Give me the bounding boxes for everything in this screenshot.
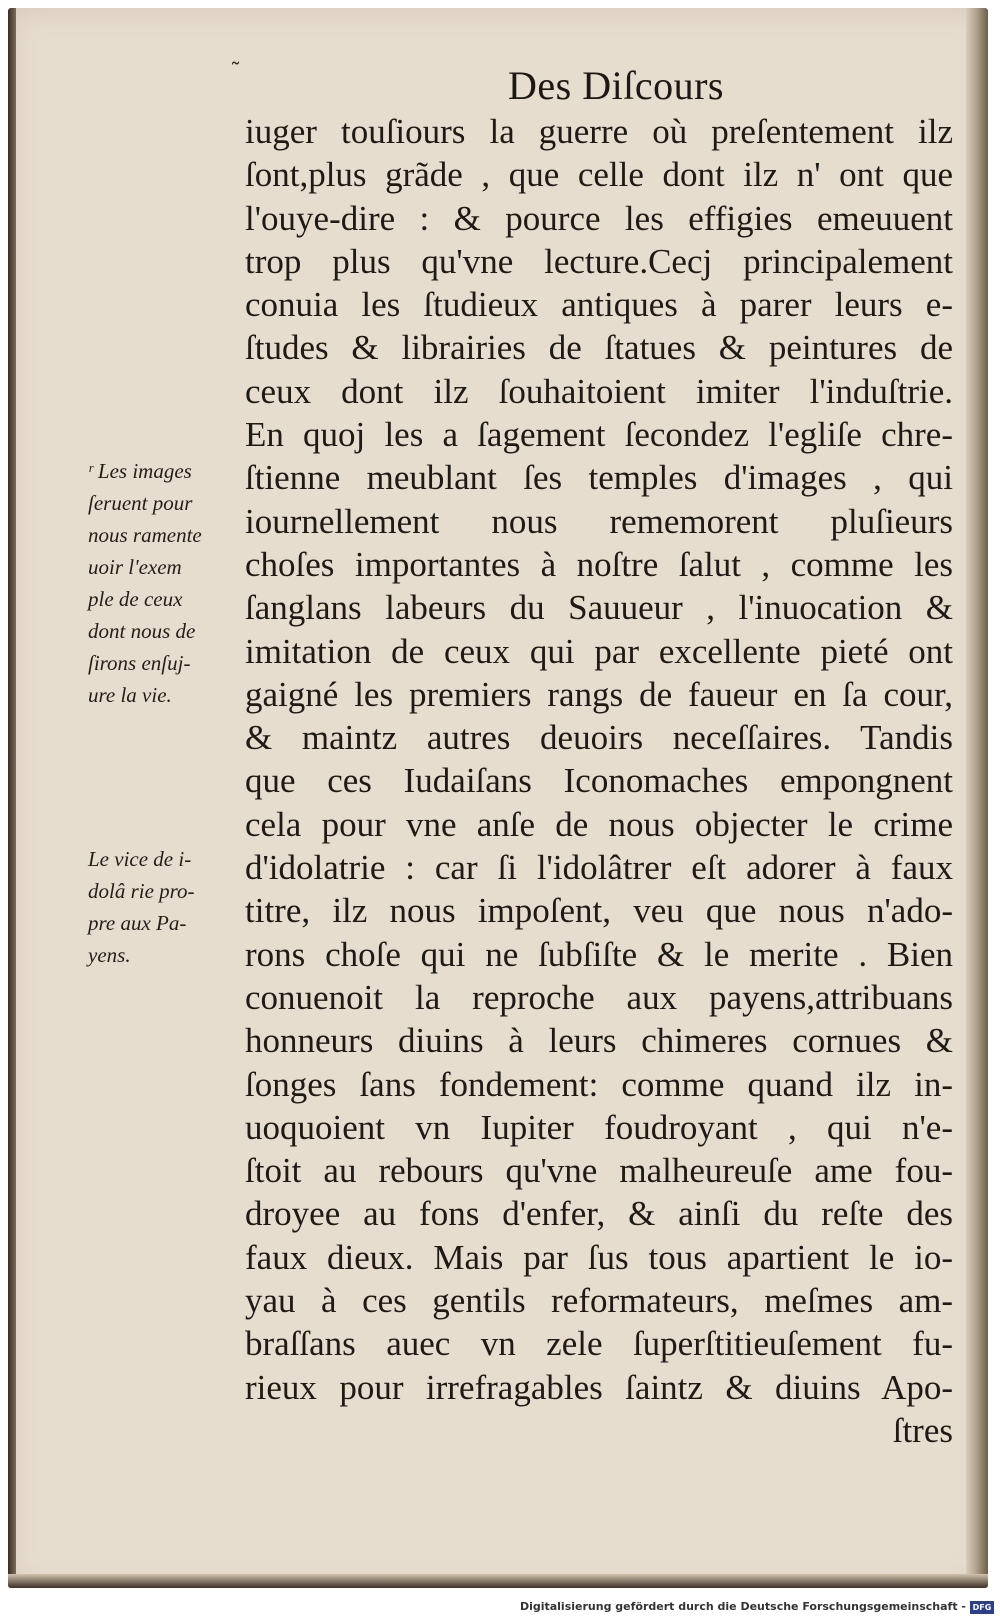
text-line: ſtoit au rebours qu'vne malheureuſe ame fou- [245,1151,953,1191]
text-line: choſes importantes à noſtre ſalut , comme les [245,544,953,584]
text-line: gaigné les premiers rangs de faueur en ſa cour, [245,674,953,714]
text-line: ſtres [892,1410,953,1450]
margin-note-line: ʳ Les images [88,459,192,483]
text-line: imitation de ceux qui par excellente pieté ont [245,631,953,671]
page-right-edge [966,8,988,1588]
margin-note-line: dont nous de [88,619,196,643]
page-left-edge [8,8,16,1588]
text-line: iournellement nous rememorent pluſieurs [245,501,953,541]
margin-note-line: ſeruent pour [88,491,193,515]
body-text [245,110,953,1452]
margin-note-line: pre aux Pa- [88,911,187,935]
margin-note-images [88,455,238,711]
text-line: ſanglans labeurs du Sauueur , l'inuocation & [245,588,953,628]
text-line: ſtudes & librairies de ſtatues & peintures de [245,328,953,368]
margin-note-line: ple de ceux [88,587,183,611]
margin-note-line: nous ramente [88,523,202,547]
dfg-logo: DFG [970,1601,994,1614]
text-line: faux dieux. Mais par ſus tous apartient le io- [245,1237,953,1277]
text-line: ſont,plus grãde , que celle dont ilz n' ont que [245,155,953,195]
text-line: cela pour vne anſe de nous objecter le crime [245,804,953,844]
text-line: rons choſe qui ne ſubſiſte & le merite . Bien [245,934,953,974]
text-line: l'ouye-dire : & pource les effigies emeuuent [245,198,953,238]
margin-note-line: ure la vie. [88,683,172,707]
text-line: titre, ilz nous impoſent, veu que nous n'ado- [245,891,953,931]
text-line: En quoj les a ſagement ſecondez l'egliſe chre- [245,415,953,455]
corner-mark: ˜ [230,60,241,85]
margin-note-line: Le vice de i- [88,847,192,871]
book-page [8,8,988,1588]
text-line: ſtienne meublant ſes temples d'images , qui [245,458,953,498]
text-line: honneurs diuins à leurs chimeres cornues & [245,1021,953,1061]
text-line: rieux pour irrefragables ſaintz & diuins Apo- [245,1367,953,1407]
text-line: trop plus qu'vne lecture.Cecj principalement [245,241,953,281]
footer-bar [0,1593,1000,1619]
margin-note-line: uoir l'exem [88,555,182,579]
page-bottom-edge [8,1574,988,1588]
text-line: ſonges ſans fondement: comme quand ilz in- [245,1064,953,1104]
margin-note-vice [88,843,238,971]
text-line: iuger touſiours la guerre où preſentement ilz [245,112,953,151]
text-line: conuia les ſtudieux antiques à parer leurs e- [245,285,953,325]
text-line: uoquoient vn Iupiter foudroyant , qui n'e- [245,1107,953,1147]
text-line: que ces Iudaiſans Iconomaches empongnent [245,761,953,801]
text-line: conuenoit la reproche aux payens,attribuans [245,977,953,1017]
margin-note-line: dolâ rie pro- [88,879,195,903]
running-head: Des Diſcours [508,63,724,108]
text-line: droyee au fons d'enfer, & ainſi du reſte des [245,1194,953,1234]
text-line: d'idolatrie : car ſi l'idolâtrer eſt adorer à faux [245,848,953,888]
text-line: yau à ces gentils reformateurs, meſmes am- [245,1281,953,1321]
text-line: & maintz autres deuoirs neceſſaires. Tandis [245,718,953,758]
text-line: braſſans auec vn zele ſuperſtitieuſement fu- [245,1324,953,1364]
funding-credit: Digitalisierung gefördert durch die Deutsche Forschungsgemeinschaft - [519,1600,966,1613]
margin-note-line: ſirons enſuj- [88,651,191,675]
text-line: ceux dont ilz ſouhaitoient imiter l'induſtrie. [245,371,953,411]
margin-note-line: yens. [88,943,131,967]
